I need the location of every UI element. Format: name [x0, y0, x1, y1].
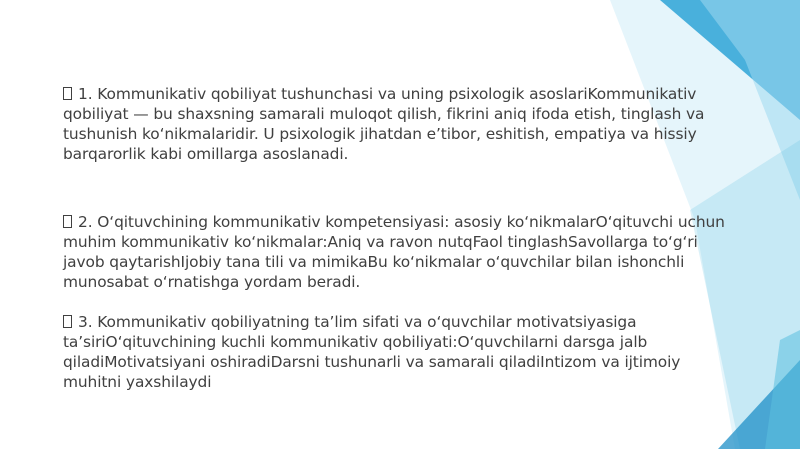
missing-glyph-icon	[63, 215, 72, 228]
paragraph-1	[63, 84, 735, 164]
missing-glyph-icon	[63, 315, 72, 328]
paragraph-2	[63, 212, 735, 292]
slide-body	[63, 84, 735, 392]
missing-glyph-icon	[63, 87, 72, 100]
paragraph-3-text: 3. Kommunikativ qobiliyatning ta’lim sifati va o‘quvchilar motivatsiyasiga ta’siriO‘qituvchining kuchli kommunikativ qobiliyati:O‘quvchilarni darsga jalb qiladiMotivatsiyani oshiradiDarsni tushunarli va samarali qiladiIntizom va ijtimoiy muhitni yaxshilaydi	[63, 313, 681, 391]
paragraph-3	[63, 312, 735, 392]
paragraph-2-text: 2. O‘qituvchining kommunikativ kompetensiyasi: asosiy ko‘nikmalarO‘qituvchi uchun muhim kommunikativ ko‘nikmalar:Aniq va ravon nutqFaol tinglashSavollarga to‘g‘ri javob qaytarishIjobiy tana tili va mimikaBu ko‘nikmalar o‘quvchilar bilan ishonchli munosabat o‘rnatishga yordam beradi.	[63, 213, 725, 291]
paragraph-1-text: 1. Kommunikativ qobiliyat tushunchasi va uning psixologik asoslariKommunikativ qobiliyat — bu shaxsning samarali muloqot qilish, fikrini aniq ifoda etish, tinglash va tushunish ko‘nikmalaridir. U psixologik jihatdan e’tibor, eshitish, empatiya va hissiy barqarorlik kabi omillarga asoslanadi.	[63, 85, 705, 163]
